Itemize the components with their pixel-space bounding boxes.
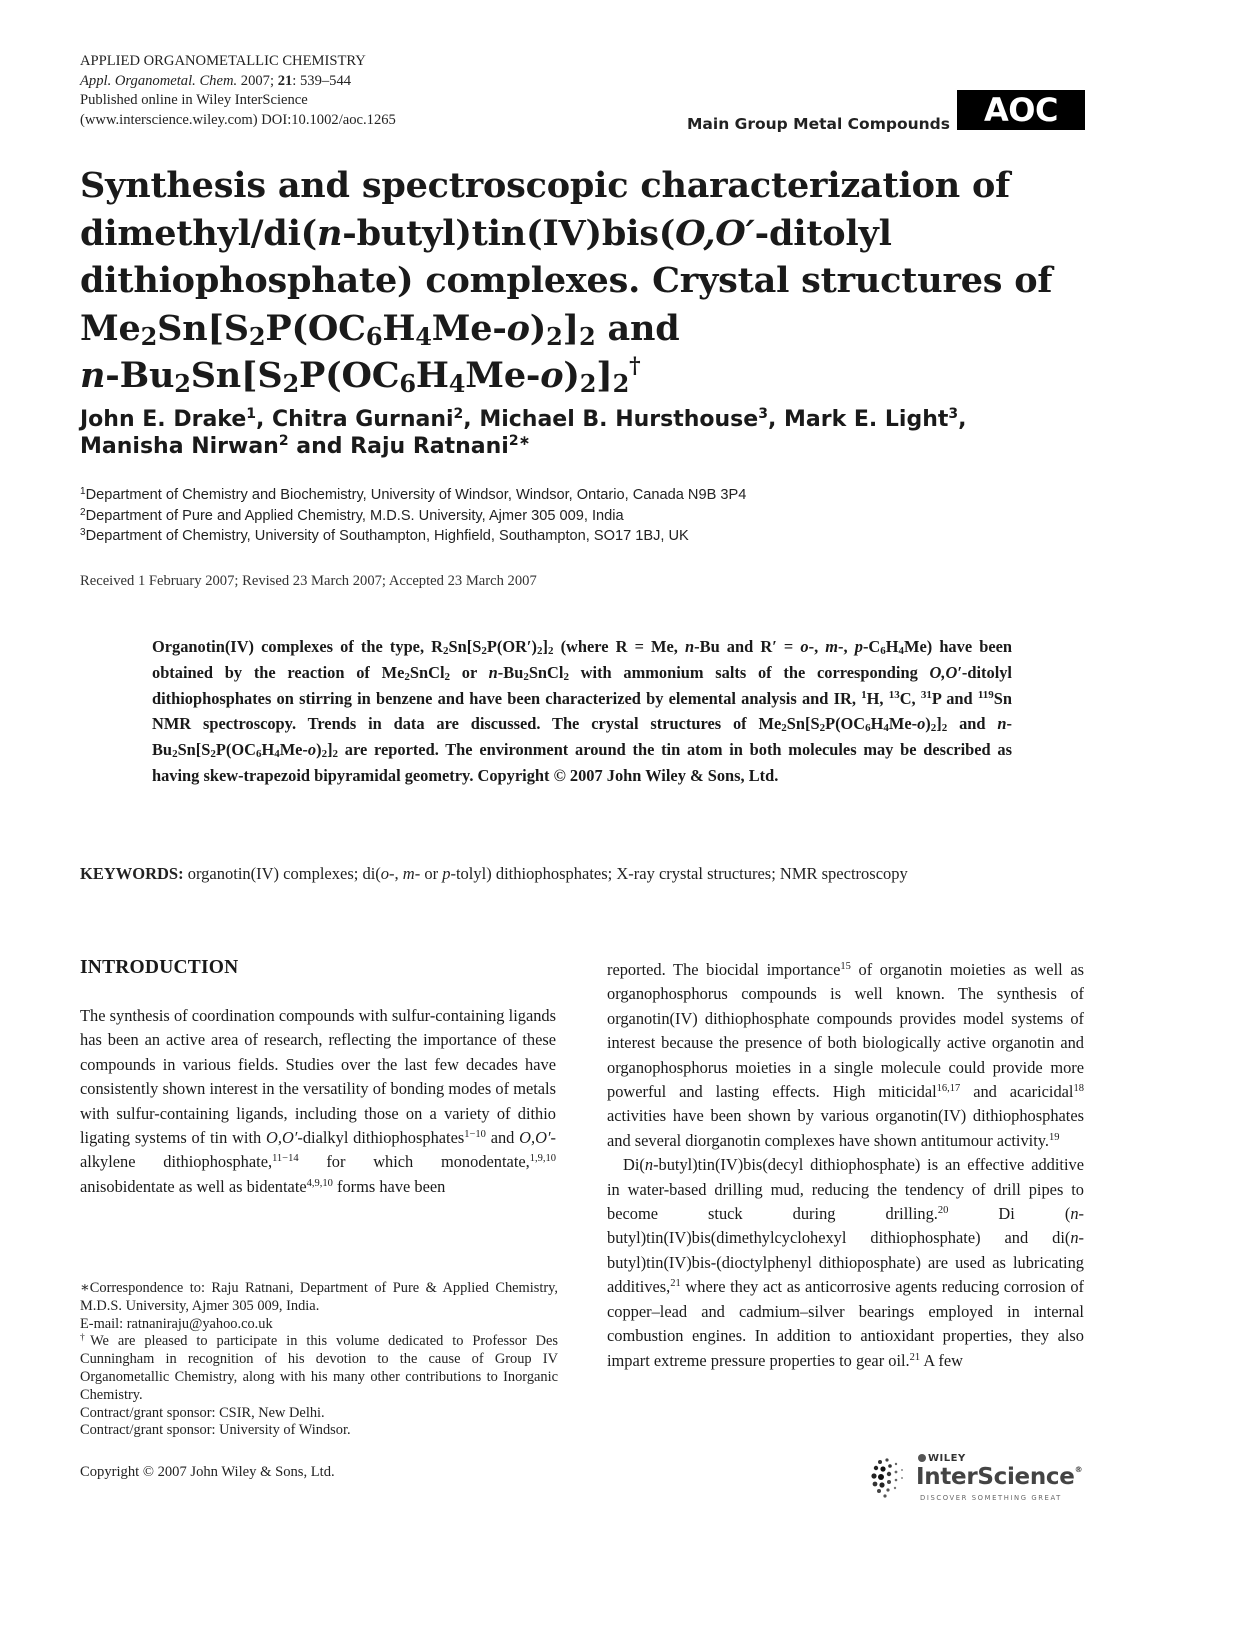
keywords-label: KEYWORDS:	[80, 864, 184, 883]
journal-logo: AOC	[957, 90, 1085, 130]
affiliation: $^1$Department of Chemistry and Biochemistry, University of Windsor, Windsor, Ontario, Canada N9B 3P4	[80, 486, 747, 503]
interscience-wordmark: InterScience®	[916, 1464, 1083, 1490]
author-name: John E. Drake	[80, 407, 247, 432]
title-line-5: $n-Bu_2Sn[S_2P(OC_6H_4Me-o)_2]_2^\dagger$	[80, 353, 641, 398]
wiley-tagline: DISCOVER SOMETHING GREAT	[920, 1494, 1062, 1502]
wiley-brand: WILEY	[918, 1453, 966, 1464]
doi-line: (www.interscience.wiley.com) DOI:10.1002/aoc.1265	[80, 111, 396, 128]
correspondence-note: ∗Correspondence to: Raju Ratnani, Department of Pure & Applied Chemistry, M.D.S. University, Ajmer 305 009, India.	[80, 1280, 558, 1314]
author-name: Chitra Gurnani	[272, 407, 454, 432]
title-line-1: Synthesis and spectroscopic characterization of	[80, 165, 1010, 206]
title-line-4: $Me_2Sn[S_2P(OC_6H_4Me-o)_2]_2$ and	[80, 307, 680, 351]
title-line-2: dimethyl/di(n-butyl)tin(IV)bis(O,O′-ditolyl	[80, 212, 892, 254]
affiliation: $^3$Department of Chemistry, University of Southampton, Highfield, Southampton, SO17 1BJ, UK	[80, 527, 689, 544]
author-list: John E. Drake$^1$, Chitra Gurnani$^2$, Michael B. Hursthouse$^3$, Mark E. Light$^3$, Manisha Nirwan$^2$ and Raju Ratnani$^{2∗}$	[80, 406, 967, 459]
title-line-3: dithiophosphate) complexes. Crystal structures of	[80, 260, 1053, 301]
copyright-footer: Copyright © 2007 John Wiley & Sons, Ltd.	[80, 1464, 335, 1480]
section-heading: INTRODUCTION	[80, 957, 239, 978]
journal-header	[80, 52, 396, 130]
abstract: Organotin(IV) complexes of the type, $R_2Sn[S_2P(OR')_2]_2$ (where R = Me, n-Bu and R′ = o-, m-, $p-C_6H_4Me$) have been obtained by the reaction of $Me_2SnCl_2$ or $n-Bu_2SnCl_2$ with ammonium salts of the corresponding O,O′-ditolyl dithiophosphates on stirring in benzene and have been characterized by elemental analysis and IR, $^1$H, $^{13}$C, $^{31}$P and $^{119}$Sn NMR spectroscopy. Trends in data are discussed. The crystal structures of $Me_2Sn[S_2P(OC_6H_4Me-o)_2]_2$ and $n-Bu_2Sn[S_2P(OC_6H_4Me-o)_2]_2$ are reported. The environment around the tin atom in both molecules may be described as having skew-trapezoid bipyramidal geometry. Copyright © 2007 John Wiley & Sons, Ltd.	[152, 637, 1013, 785]
dagger-mark: †	[629, 353, 641, 379]
author-name: Raju Ratnani	[350, 434, 509, 459]
received-dates: Received 1 February 2007; Revised 23 March 2007; Accepted 23 March 2007	[80, 573, 537, 589]
intro-paragraph-2: reported. The biocidal importance$^{15}$ of organotin moieties as well as organophosphorus compounds is well known. The synthesis of organotin(IV) dithiophosphate compounds provides model systems of interest because the presence of both biologically active organotin and organophosphorus moieties in a single molecule could provide more powerful and lasting effects. High miticidal$^{16,17}$ and acaricidal$^{18}$ activities have been shown by various organotin(IV) dithiophosphates and several diorganotin complexes have shown antitumour activity.$^{19}$ Di(n-butyl)tin(IV)bis(decyl dithiophosphate) is an effective additive in water-based drilling mud, reducing the tendency of drill pipes to become stuck during drilling.$^{20}$ Di (n-butyl)tin(IV)bis(dimethylcyclohexyl dithiophosphate) and di(n-butyl)tin(IV)bis-(dioctylphenyl dithioposphate) are used as lubricating additives,$^{21}$ where they act as anticorrosive agents reducing corrosion of copper–lead and cadmium–silver bearings employed in internal combustion engines. In addition to antioxidant properties, they also impart extreme pressure properties to gear oil.$^{21}$ A few	[607, 960, 1084, 1370]
section-label: Main Group Metal Compounds	[687, 115, 950, 133]
email-note: E-mail: ratnaniraju@yahoo.co.uk	[80, 1315, 273, 1332]
author-name: Michael B. Hursthouse	[479, 407, 759, 432]
author-name: Manisha Nirwan	[80, 434, 279, 459]
dedication-note: †We are pleased to participate in this volume dedicated to Professor Des Cunningham in recognition of his devotion to the cause of Group IV Organometallic Chemistry, along with his many other contributions to Inorganic Chemistry.	[80, 1333, 559, 1403]
dotted-globe-icon	[870, 1456, 918, 1502]
sponsor-note: Contract/grant sponsor: University of Windsor.	[80, 1422, 351, 1439]
intro-paragraph-1: The synthesis of coordination compounds with sulfur-containing ligands has been an active area of research, reflecting the importance of these compounds in various fields. Studies over the last few decades have consistently shown interest in the versatility of bonding modes of metals with sulfur-containing ligands, including those on a variety of dithio ligating systems of tin with O,O′-dialkyl dithiophosphates$^{1-10}$ and O,O′-alkylene dithiophosphate,$^{11-14}$ for which monodentate,$^{1,9,10}$ anisobidentate as well as bidentate$^{4,9,10}$ forms have been	[80, 1006, 556, 1196]
published-line: Published online in Wiley InterScience	[80, 92, 308, 109]
keywords: KEYWORDS: organotin(IV) complexes; di(o-, m- or p-tolyl) dithiophosphates; X-ray crystal structures; NMR spectroscopy	[80, 864, 908, 883]
sponsor-note: Contract/grant sponsor: CSIR, New Delhi.	[80, 1404, 325, 1421]
wiley-interscience-logo	[870, 1452, 1100, 1504]
citation: Appl. Organometal. Chem. 2007; 21: 539–544	[80, 72, 352, 89]
journal-name: APPLIED ORGANOMETALLIC CHEMISTRY	[80, 53, 366, 69]
author-name: Mark E. Light	[783, 407, 949, 432]
affiliation: $^2$Department of Pure and Applied Chemistry, M.D.S. University, Ajmer 305 009, India	[80, 506, 624, 524]
footnotes	[80, 1280, 558, 1440]
article-title	[80, 162, 1080, 400]
affiliations	[80, 485, 746, 547]
